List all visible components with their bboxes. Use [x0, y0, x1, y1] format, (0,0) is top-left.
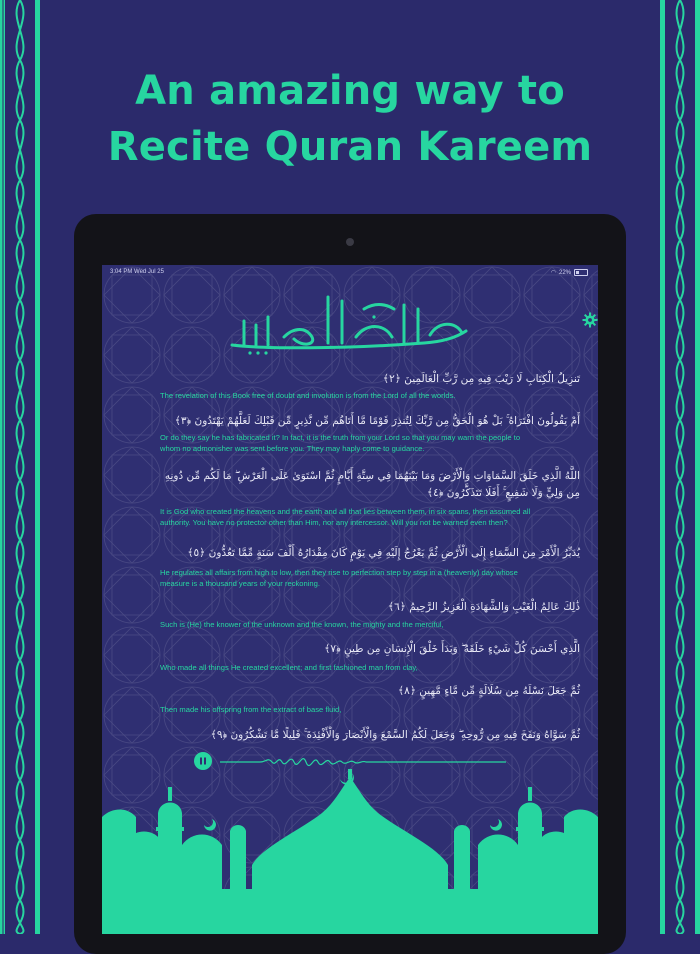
verse-arabic: تَنزِيلُ الْكِتَابِ لَا رَيْبَ فِيهِ مِن رَّبِّ الْعَالَمِينَ ﴿٢﴾ [382, 373, 580, 385]
verse-translation: Then made his offspring from the extract of base fluid, [160, 705, 342, 714]
verse-translation: Who made all things He created excellent; and first fashioned man from clay, [160, 663, 418, 672]
app-screen [102, 265, 598, 934]
pause-icon [199, 757, 207, 765]
status-indicators [551, 269, 588, 276]
verse-translation: It is God who created the heavens and the earth and all that lies between them, in six spans, then assumed all authority. You have no protector other than Him, nor any intercessor. Will you not be warned even then? [160, 507, 531, 527]
verse-translation: He regulates all affairs from high to low, then they rise to perfection step by step in a (heavenly) day whose measure is a thousand years of your reckoning. [160, 568, 518, 588]
verse-translation: The revelation of this Book free of doubt and involution is from the Lord of all the worlds. [160, 391, 456, 400]
verse-arabic: أَمْ يَقُولُونَ افْتَرَاهُ ۚ بَلْ هُوَ الْحَقُّ مِن رَّبِّكَ لِتُنذِرَ قَوْمًا مَّا أَتَاهُم مِّن نَّذِيرٍ مِّن قَبْلِكَ لَعَلَّهُمْ يَهْتَدُونَ ﴿٣﴾ [174, 415, 580, 427]
headline-line-1: An amazing way to [135, 68, 565, 114]
verse-arabic: يُدَبِّرُ الْأَمْرَ مِنَ السَّمَاءِ إِلَى الْأَرْضِ ثُمَّ يَعْرُجُ إِلَيْهِ فِي يَوْمٍ كَانَ مِقْدَارُهُ أَلْفَ سَنَةٍ مِّمَّا تَعُدُّونَ ﴿٥﴾ [187, 547, 580, 559]
verse-arabic: ثُمَّ جَعَلَ نَسْلَهُ مِن سُلَالَةٍ مِّن مَّاءٍ مَّهِينٍ ﴿٨﴾ [398, 685, 580, 697]
verse-arabic: اللَّهُ الَّذِي خَلَقَ السَّمَاوَاتِ وَالْأَرْضَ وَمَا بَيْنَهُمَا فِي سِتَّةِ أَيَّامٍ ثُمَّ اسْتَوَىٰ عَلَى الْعَرْشِ ۖ مَا لَكُم مِّن دُونِهِ مِن وَلِيٍّ وَلَا شَفِيعٍ ۚ أَفَلَا تَتَذَكَّرُونَ ﴿٤﴾ [164, 470, 580, 499]
front-camera [346, 238, 354, 246]
battery-percent: 22% [558, 269, 571, 276]
settings-gear-icon[interactable] [582, 312, 598, 328]
verse-translation: Such is (He) the knower of the unknown and the known, the mighty and the merciful, [160, 620, 444, 629]
verse-arabic: ذَٰلِكَ عَالِمُ الْغَيْبِ وَالشَّهَادَةِ الْعَزِيزُ الرَّحِيمُ ﴿٦﴾ [387, 601, 580, 613]
wifi-icon: ◠ [550, 270, 556, 276]
pause-button[interactable] [194, 752, 212, 770]
status-time: 3:04 PM Wed Jul 25 [110, 269, 164, 275]
verse-arabic: الَّذِي أَحْسَنَ كُلَّ شَيْءٍ خَلَقَهُ ۖ وَبَدَأَ خَلْقَ الْإِنسَانِ مِن طِينٍ ﴿٧﴾ [324, 643, 580, 655]
headline-line-2: Recite Quran Kareem [107, 124, 593, 170]
battery-icon [574, 269, 588, 276]
verse-arabic: ثُمَّ سَوَّاهُ وَنَفَخَ فِيهِ مِن رُّوحِهِ ۖ وَجَعَلَ لَكُمُ السَّمْعَ وَالْأَبْصَارَ وَالْأَفْئِدَةَ ۚ قَلِيلًا مَّا تَشْكُرُونَ ﴿٩﴾ [210, 729, 580, 741]
verse-translation: Or do they say he has fabricated it? In fact, it is the truth from your Lord so that you may warn the people to whom no admonisher was sent before you. They may haply come to guidance. [160, 433, 521, 453]
mosque-silhouette [102, 769, 598, 934]
bismillah-calligraphy-icon [224, 287, 474, 357]
